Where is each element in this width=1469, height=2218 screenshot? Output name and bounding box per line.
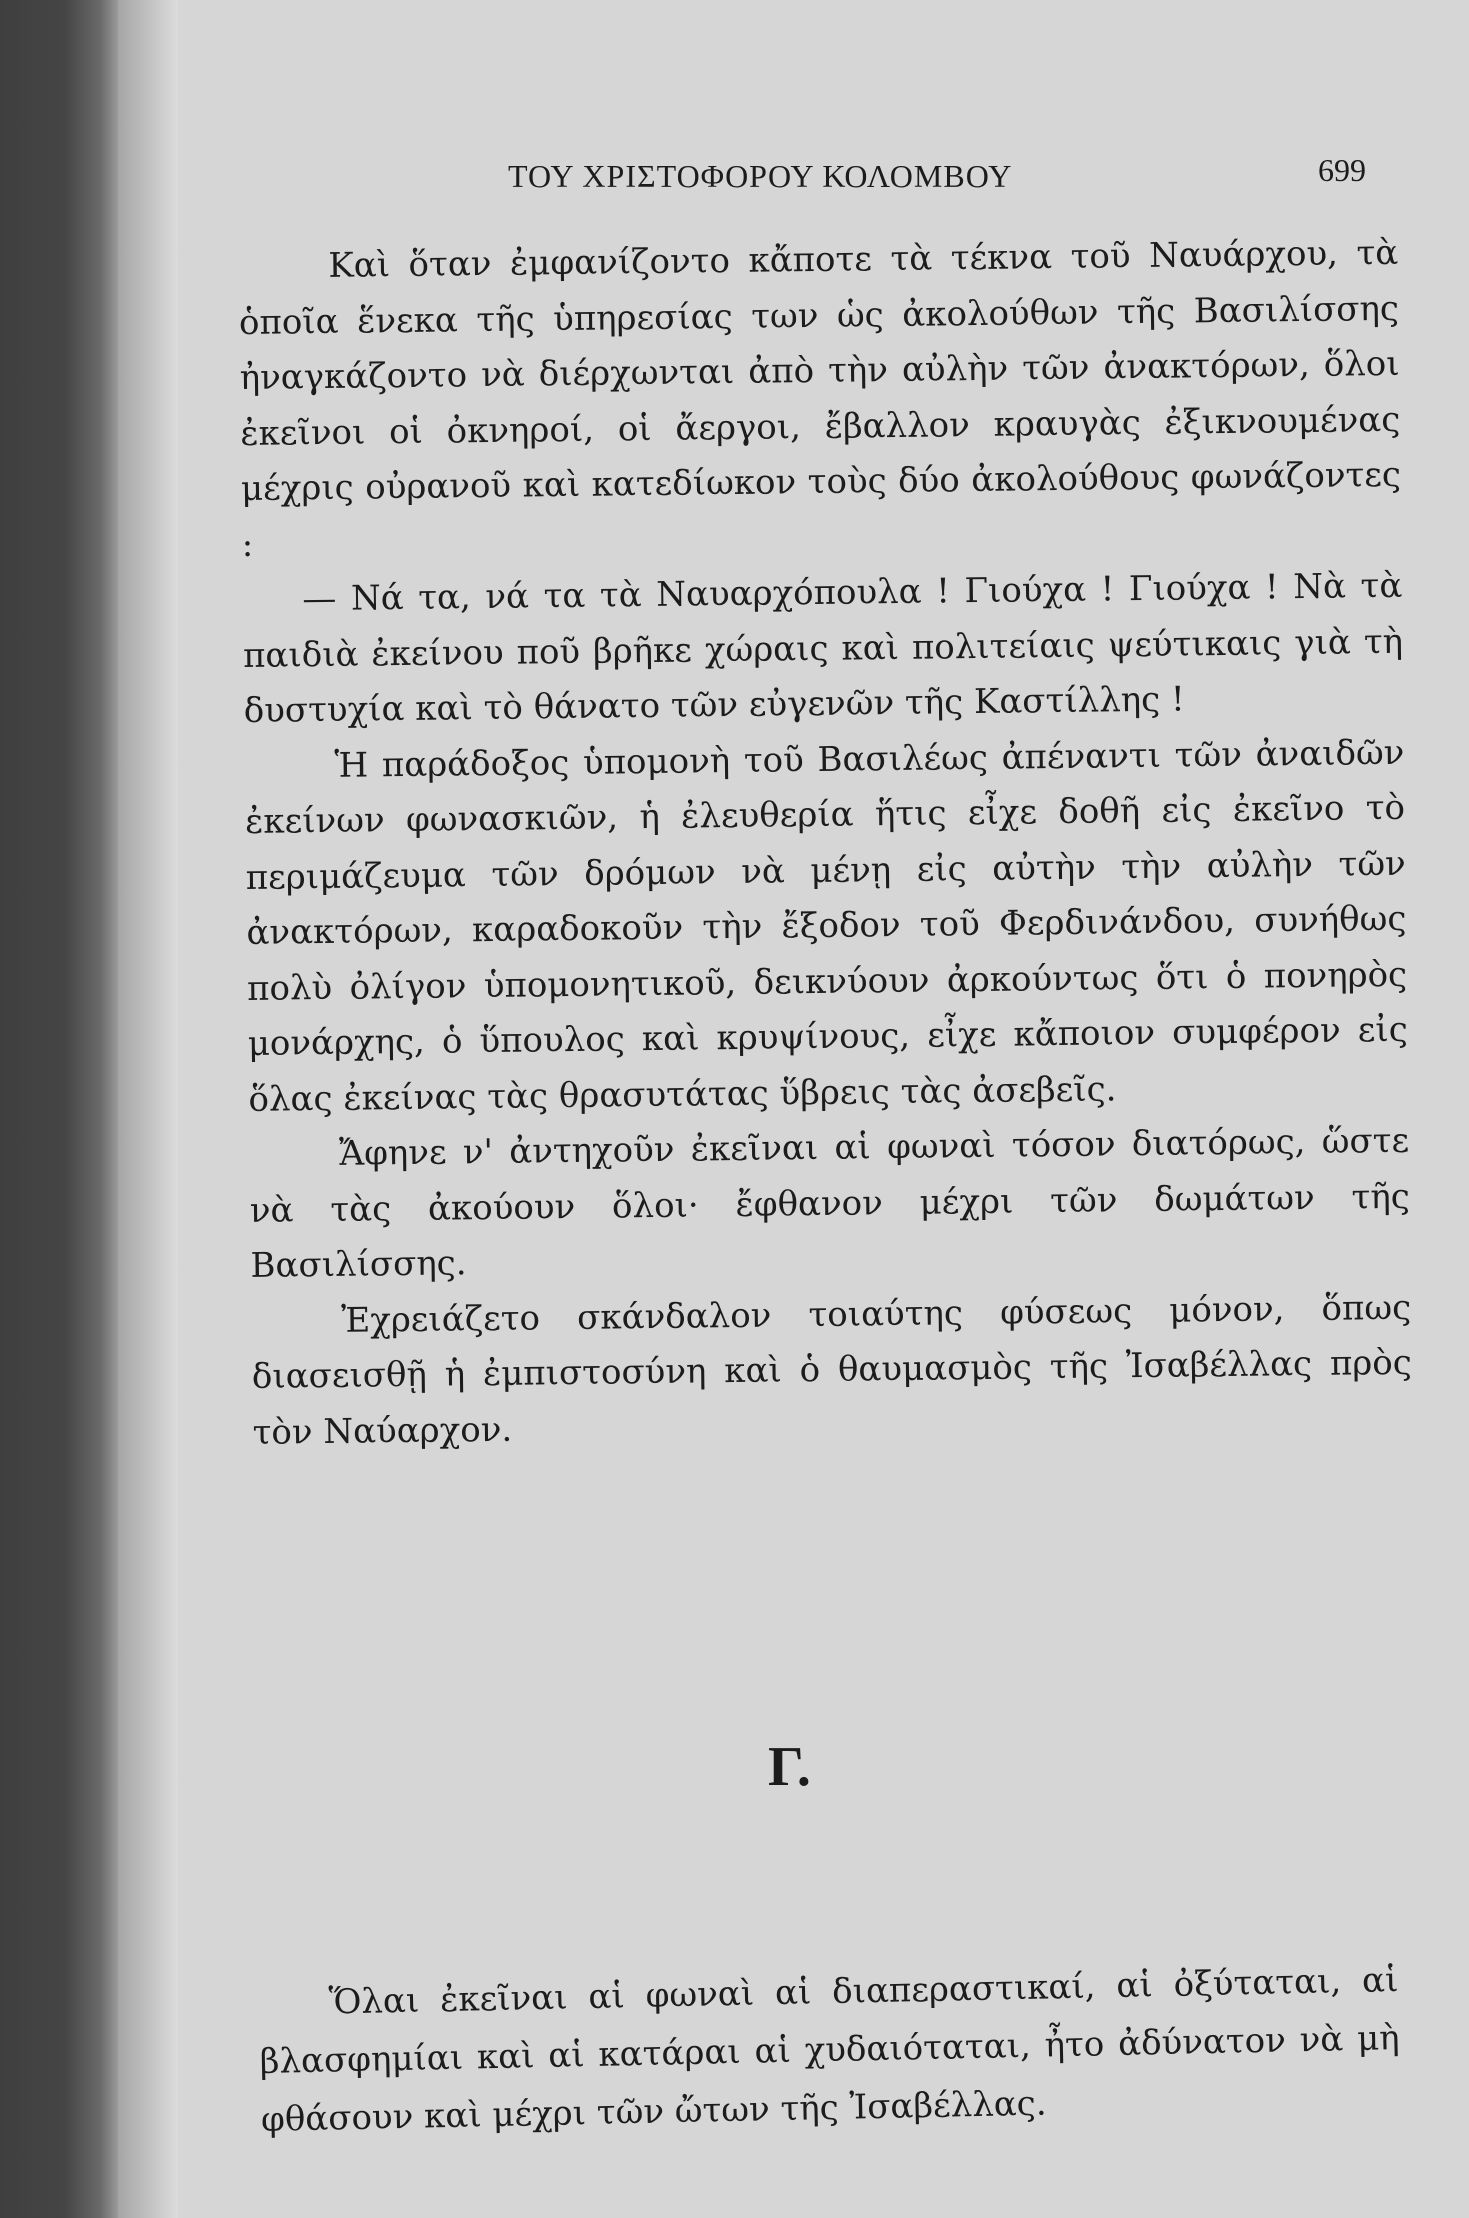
section-mark: Γ. [768,1736,811,1798]
book-binding-edge [0,0,118,2218]
running-head: ΤΟΥ ΧΡΙΣΤΟΦΟΡΟΥ ΚΟΛΟΜΒΟΥ [508,158,1013,194]
paragraph-3: Ἡ παράδοξος ὑπομονὴ τοῦ Βασιλέως ἀπέναντι τῶν ἀναιδῶν ἐκείνων φωνασκιῶν, ἡ ἐλευθερία ἥτις εἶχε δοθῆ εἰς ἐκεῖνο τὸ περιμάζευμα τῶν δρόμων νὰ μένῃ εἰς αὐτὴν τὴν αὐλὴν τῶν ἀνακτόρων, καραδοκοῦν τὴν ἔξοδον τοῦ Φερδινάνδου, συνήθως πολὺ ὀλίγον ὑπομονητικοῦ, δεικνύουν ἀρκούντως ὅτι ὁ πονηρὸς μονάρχης, ὁ ὕπουλος καὶ κρυψίνους, εἶχε κἄποιον συμφέρον εἰς ὅλας ἐκείνας τὰς θρασυτάτας ὕβρεις τὰς ἀσεβεῖς. [244,732,1408,1120]
body-text [238,226,1413,1461]
paragraph-4: Ἄφηνε ν' ἀντηχοῦν ἐκεῖναι αἱ φωναὶ τόσον διατόρως, ὥστε νὰ τὰς ἀκούουν ὅλοι· ἔφθανον μέχρι τῶν δωμάτων τῆς Βασιλίσσης. [249,1120,1411,1286]
paragraph-2-dialogue: — Νά τα, νά τα τὰ Ναυαρχόπουλα ! Γιούχα ! Γιούχα ! Νὰ τὰ παιδιὰ ἐκείνου ποῦ βρῆκε χώραις καὶ πολιτείαις ψεύτικαις γιὰ τὴ δυστυχία καὶ τὸ θάνατο τῶν εὐγενῶν τῆς Καστίλλης ! [242,565,1404,731]
book-page [178,0,1469,2218]
paragraph-1: Καὶ ὅταν ἐμφανίζοντο κἄποτε τὰ τέκνα τοῦ Ναυάρχου, τὰ ὁποῖα ἕνεκα τῆς ὑπηρεσίας των ὡς ἀκολούθων τῆς Βασιλίσσης ἠναγκάζοντο νὰ διέρχωνται ἀπὸ τὴν αὐλὴν τῶν ἀνακτόρων, ὅλοι ἐκεῖνοι οἱ ὀκνηροί, οἱ ἄεργοι, ἔβαλλον κραυγὰς ἐξικνουμένας μέχρις οὐρανοῦ καὶ κατεδίωκον τοὺς δύο ἀκολούθους φωνάζοντες : [238,232,1402,565]
paragraph-5: Ἐχρειάζετο σκάνδαλον τοιαύτης φύσεως μόνον, ὅπως διασεισθῇ ἡ ἐμπιστοσύνη καὶ ὁ θαυμασμὸς τῆς Ἰσαβέλλας πρὸς τὸν Ναύαρχον. [251,1287,1413,1453]
gutter-shadow [118,0,178,2218]
section-body-text [258,1951,1401,2149]
page-number: 699 [1318,152,1366,188]
section-paragraph-1: Ὅλαι ἐκεῖναι αἱ φωναὶ αἱ διαπεραστικαί, αἱ ὀξύταται, αἱ βλασφημίαι καὶ αἱ κατάραι αἱ χυδαιόταται, ἦτο ἀδύνατον νὰ μὴ φθάσουν καὶ μέχρι τῶν ὤτων τῆς Ἰσαβέλλας. [259,1960,1400,2140]
